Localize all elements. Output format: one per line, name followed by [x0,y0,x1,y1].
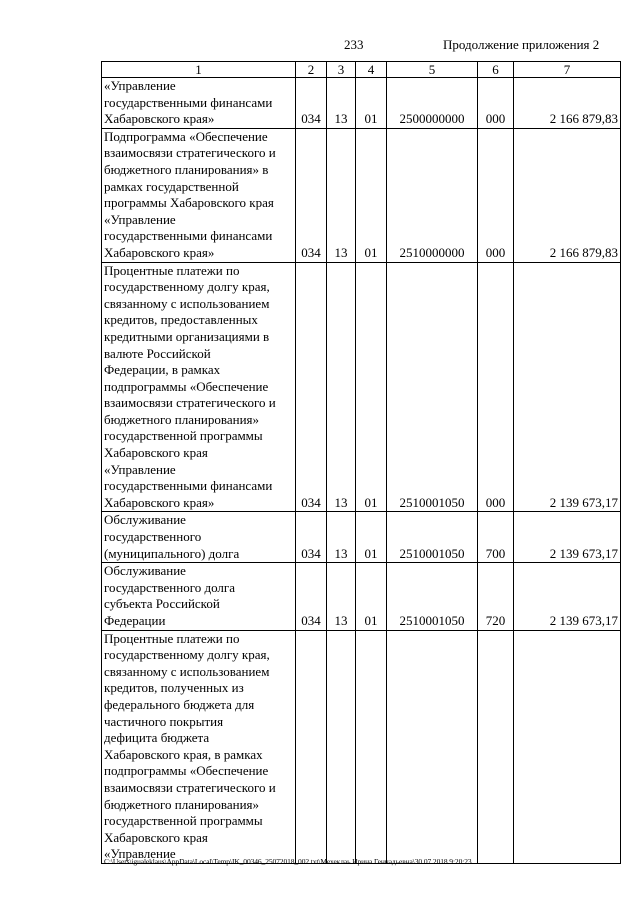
name-line: Хабаровского края [104,829,208,845]
name-line: взаимосвязи стратегического и [104,395,276,411]
expense-type-cell: 000 [478,128,514,262]
name-line: государственной программы [104,428,263,444]
table-row [102,262,621,512]
column-header: 4 [356,62,387,78]
name-line: подпрограммы «Обеспечение [104,763,269,779]
table-row [102,128,621,262]
code-cell: 034 [296,128,327,262]
amount-cell: 2 166 879,83 [514,128,621,262]
column-header: 6 [478,62,514,78]
subsection-cell: 01 [356,512,387,563]
subsection-cell: 01 [356,262,387,512]
name-line: государственными финансами [104,228,273,244]
name-line: (муниципального) долга [104,545,240,561]
code-cell: 034 [296,262,327,512]
table-row [102,630,621,863]
section-cell [327,630,356,863]
code-cell: 034 [296,78,327,129]
subsection-cell [356,630,387,863]
amount-cell: 2 139 673,17 [514,512,621,563]
name-line: подпрограммы «Обеспечение [104,378,269,394]
subsection-cell: 01 [356,563,387,630]
subsection-cell: 01 [356,128,387,262]
section-cell: 13 [327,128,356,262]
name-line: частичного покрытия [104,713,224,729]
name-line: связанному с использованием [104,295,270,311]
name-line: бюджетного планирования» [104,796,260,812]
target-article-cell: 2510000000 [387,128,478,262]
name-line: Федерации [104,613,166,628]
row-name-cell [102,262,296,512]
name-line: бюджетного планирования» [104,411,260,427]
continuation-label: Продолжение приложения 2 [443,37,600,52]
expense-type-cell: 000 [478,262,514,512]
name-line: государственными финансами [104,94,273,110]
amount-cell [514,630,621,863]
name-line: кредитными организациями в [104,328,270,344]
expense-type-cell: 720 [478,563,514,630]
column-header: 3 [327,62,356,78]
code-cell: 034 [296,512,327,563]
column-header: 7 [514,62,621,78]
name-line: Процентные платежи по [104,630,240,646]
name-line: дефицита бюджета [104,730,210,746]
row-name-cell [102,512,296,563]
section-cell: 13 [327,512,356,563]
page-number: 233 [344,37,364,52]
expense-type-cell: 000 [478,78,514,129]
table-row [102,78,621,129]
expense-type-cell [478,630,514,863]
name-line: «Управление [104,846,176,862]
name-line: кредитов, предоставленных [104,312,258,328]
row-name-cell [102,78,296,129]
name-line: программы Хабаровского края [104,195,274,211]
target-article-cell: 2500000000 [387,78,478,129]
amount-cell: 2 139 673,17 [514,563,621,630]
name-line: государственному долгу края, [104,647,270,663]
name-line: субъекта Российской [104,596,220,612]
section-cell: 13 [327,563,356,630]
code-cell: 034 [296,563,327,630]
name-line: государственной программы [104,813,263,829]
column-header: 5 [387,62,478,78]
section-cell: 13 [327,78,356,129]
section-cell: 13 [327,262,356,512]
budget-table [101,61,621,864]
name-line: государственного [104,529,202,545]
row-name-cell [102,630,296,863]
name-line: Хабаровского края» [104,494,215,510]
name-line: Хабаровского края [104,445,208,461]
name-line: Хабаровского края» [104,111,215,127]
name-line: Хабаровского края» [104,244,215,260]
name-line: связанному с использованием [104,663,270,679]
name-line: Подпрограмма «Обеспечение [104,128,268,144]
name-line: Обслуживание [104,563,186,579]
code-cell [296,630,327,863]
table-header-row [102,62,621,78]
name-line: «Управление [104,211,176,227]
target-article-cell: 2510001050 [387,512,478,563]
name-line: взаимосвязи стратегического и [104,145,276,161]
name-line: кредитов, полученных из [104,680,244,696]
amount-cell: 2 166 879,83 [514,78,621,129]
amount-cell: 2 139 673,17 [514,262,621,512]
name-line: государственному долгу края, [104,279,270,295]
name-line: Процентные платежи по [104,262,240,278]
target-article-cell: 2510001050 [387,262,478,512]
name-line: «Управление [104,461,176,477]
name-line: Хабаровского края, в рамках [104,746,263,762]
name-line: Федерации, в рамках [104,362,221,378]
target-article-cell: 2510001050 [387,563,478,630]
name-line: государственными финансами [104,478,273,494]
name-line: Обслуживание [104,512,186,528]
target-article-cell [387,630,478,863]
table-row [102,512,621,563]
table-row [102,563,621,630]
name-line: рамках государственной [104,178,239,194]
row-name-cell [102,563,296,630]
table-body [102,62,621,864]
expense-type-cell: 700 [478,512,514,563]
footer-file-path: C:\Users\igualeklaus\AppData\Local\Temp\IK_00346_25072018_002.txt\Мехеклаь Ирина Геннадьевна\30.07.2018 9:20:23 [104,857,472,866]
name-line: бюджетного планирования» в [104,161,269,177]
subsection-cell: 01 [356,78,387,129]
name-line: валюте Российской [104,345,211,361]
column-header: 2 [296,62,327,78]
name-line: взаимосвязи стратегического и [104,779,276,795]
name-line: федерального бюджета для [104,696,255,712]
row-name-cell [102,128,296,262]
name-line: государственного долга [104,579,235,595]
column-header: 1 [102,62,296,78]
name-line: «Управление [104,78,176,93]
